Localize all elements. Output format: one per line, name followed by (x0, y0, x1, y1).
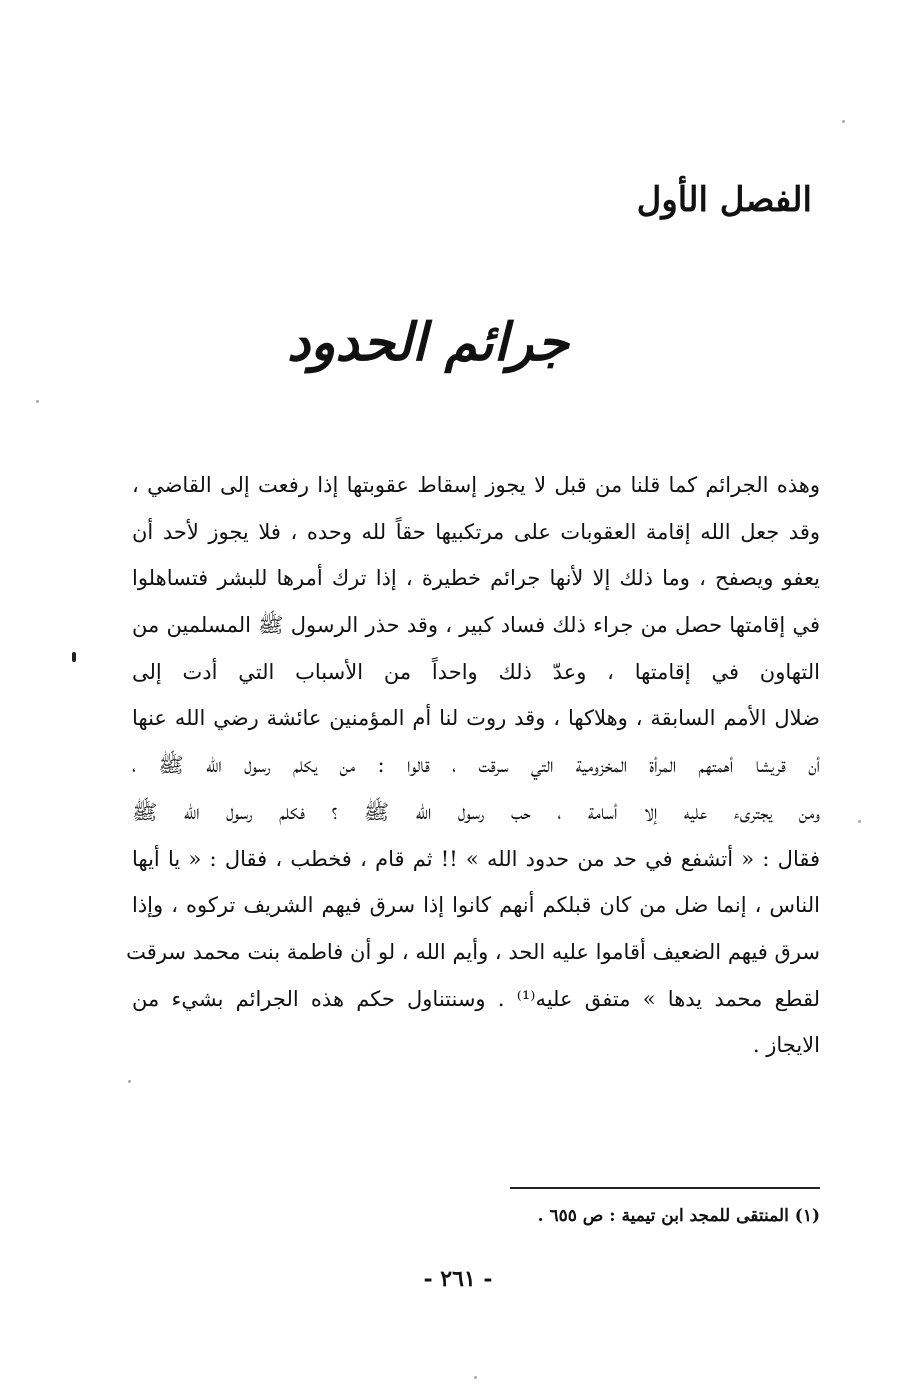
scan-speck (842, 120, 845, 123)
footnote-divider (510, 1187, 820, 1189)
scan-speck (36, 400, 39, 403)
page-number: - ٢٦١ - (423, 1266, 493, 1292)
body-line: أن قريشا أهمتهم المرأة المخزومية التي سرقت ، قالوا : من يكلم رسول الله ﷺ ، (132, 753, 820, 778)
body-line: الناس ، إنما ضل من كان قبلكم أنهم كانوا إذا سرق فيهم الشريف تركوه ، وإذا (132, 893, 820, 918)
section-title: جرائم الحدود (287, 312, 569, 373)
body-line: ومن يجترىء عليه إلا أسامة ، حب رسول الله ﷺ ؟ فكلم رسول الله ﷺ (132, 799, 820, 824)
body-line: لقطع محمد يدها » متفق عليه⁽¹⁾ . وسنتناول حكم هذه الجرائم بشيء من (132, 986, 820, 1011)
footnote: (١) المنتقى للمجد ابن تيمية : ص ٦٥٥ . (537, 1206, 820, 1226)
body-line: وقد جعل الله إقامة العقوبات على مرتكبيها حقاً لله وحده ، فلا يجوز لأحد أن (132, 519, 820, 544)
margin-mark (72, 652, 76, 662)
chapter-heading: الفصل الأول (636, 180, 812, 220)
scan-speck (858, 820, 861, 823)
body-line: ضلال الأمم السابقة ، وهلاكها ، وقد روت لنا أم المؤمنين عائشة رضي الله عنها (132, 706, 820, 731)
scan-speck (474, 1376, 477, 1379)
body-line: في إقامتها حصل من جراء ذلك فساد كبير ، وقد حذر الرسول ﷺ المسلمين من (132, 613, 820, 638)
body-line: فقال : « أتشفع في حد من حدود الله » !! ثم قام ، فخطب ، فقال : « يا أيها (132, 846, 820, 871)
body-line: سرق فيهم الضعيف أقاموا عليه الحد ، وأيم الله ، لو أن فاطمة بنت محمد سرقت (126, 939, 820, 964)
body-line: الايجاز . (752, 1033, 820, 1058)
body-paragraph (126, 462, 820, 1069)
body-line: يعفو ويصفح ، وما ذلك إلا لأنها جرائم خطيرة ، إذا ترك أمرها للبشر فتساهلوا (132, 566, 820, 591)
body-line: التهاون في إقامتها ، وعدّ ذلك واحداً من الأسباب التي أدت إلى (132, 659, 820, 684)
body-line: وهذه الجرائم كما قلنا من قبل لا يجوز إسقاط عقوبتها إذا رفعت إلى القاضي ، (132, 473, 820, 497)
scan-speck (128, 1080, 131, 1083)
